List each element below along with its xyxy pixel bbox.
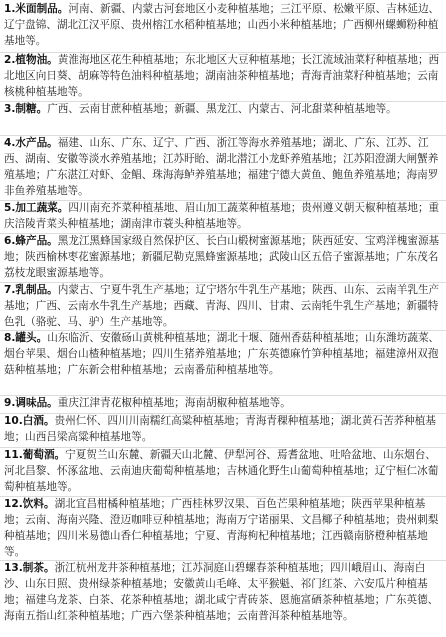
item-body: 贵州仁怀、四川川南糯红高粱种植基地；青海青稞种植基地；湖北黄石苦荞种植基地；山西吕梁高粱种植基地等。 — [4, 415, 436, 443]
list-item-canned-food — [4, 331, 444, 379]
item-body: 湖北宜昌柑橘种植基地；广西桂林罗汉果、百色芒果种植基地；陕西苹果种植基地；云南、海南兴隆、澄迈咖啡豆种植基地；海南万宁诺丽果、文昌椰子种植基地；贵州刺梨种植基地；四川米易德山香仁种植基地；宁夏、青海枸杞种植基地；江西赣南脐橙种植基地等。 — [4, 498, 439, 558]
item-heading: 8.罐头。 — [4, 332, 48, 344]
list-item-tea — [4, 561, 444, 625]
item-heading: 5.加工蔬菜。 — [4, 202, 69, 214]
list-item-dairy — [4, 283, 444, 331]
item-heading: 7.乳制品。 — [4, 284, 58, 296]
item-heading: 12.饮料。 — [4, 498, 55, 510]
item-body: 山东临沂、安徽砀山黄桃种植基地；湖北十堰、随州香菇种植基地；山东潍坊蔬菜、烟台苹果、烟台山楂种植基地；四川生猪养殖基地；广东英德麻竹笋种植基地；福建漳州双孢菇种植基地；广东新会柑种植基地；云南番茄种植基地等。 — [4, 332, 440, 376]
list-item-sugar — [4, 102, 444, 118]
item-heading: 11.葡萄酒。 — [4, 449, 66, 461]
item-body: 四川南充芥菜种植基地、眉山加工蔬菜种植基地；贵州遵义朝天椒种植基地；重庆涪陵青菜头种植基地；湖南津市蓑头种植基地等。 — [4, 202, 440, 230]
item-body: 内蒙古、宁夏牛乳生产基地；辽宁塔尔牛乳生产基地；陕西、山东、云南羊乳生产基地；广西、云南水牛乳生产基地；西藏、青海、四川、甘肃、云南牦牛乳生产基地；新疆特色乳（骆驼、马、驴）生产基地等。 — [4, 284, 440, 328]
list-item-bee-products — [4, 234, 444, 282]
item-body: 广西、云南甘蔗种植基地；新疆、黑龙江、内蒙古、河北甜菜种植基地等。 — [47, 103, 397, 115]
item-body: 浙江杭州龙井茶种植基地；江苏洞庭山碧螺春茶种植基地；四川峨眉山、海南白沙、山东日照、贵州绿茶种植基地；安徽黄山毛峰、太平猴魁、祁门红茶、六安瓜片种植基地；福建乌龙茶、白茶、花茶种植基地；湖北咸宁青砖茶、恩施富硒茶种植基地；广东英德、海南五指山红茶种植基地；广西六堡茶种植基地；云南普洱茶种植基地等。 — [4, 562, 439, 622]
item-heading: 2.植物油。 — [4, 54, 58, 66]
list-item-aquatic-products — [4, 136, 444, 200]
item-heading: 1.米面制品。 — [4, 3, 69, 15]
item-body: 黄淮海地区花生种植基地；东北地区大豆种植基地；长江流域油菜籽种植基地；西北地区向日葵、胡麻等特色油料种植基地；湖南油茶种植基地；青海青油菜籽种植基地；云南核桃种植基地等。 — [4, 54, 440, 98]
item-body: 宁夏贺兰山东麓、新疆天山北麓、伊犁河谷、焉耆盆地、吐哈盆地、山东烟台、河北昌黎、怀涿盆地、云南迪庆葡萄种植基地；吉林通化野生山葡萄种植基地；辽宁桓仁冰葡萄种植基地等。 — [4, 449, 439, 493]
item-heading: 13.制茶。 — [4, 562, 55, 574]
item-body: 重庆江津青花椒种植基地；海南胡椒种植基地等。 — [57, 397, 291, 409]
item-heading: 9.调味品。 — [4, 397, 58, 409]
item-body: 福建、山东、广东、辽宁、广西、浙江等海水养殖基地；湖北、广东、江苏、江西、湖南、安徽等淡水养殖基地；江苏盱眙、湖北潜江小龙虾养殖基地；江苏阳澄湖大闸蟹养殖基地；广东湛江对虾、金鲳、珠海海鲈养殖基地；福建宁德大黄鱼、鲍鱼养殖基地；海南罗非鱼养殖基地等。 — [4, 137, 439, 197]
item-heading: 10.白酒。 — [4, 415, 55, 427]
item-heading: 3.制糖。 — [4, 103, 48, 115]
item-heading: 4.水产品。 — [4, 137, 58, 149]
list-item-wine — [4, 448, 444, 496]
list-item-baijiu — [4, 414, 444, 446]
item-body: 河南、新疆、内蒙古河套地区小麦种植基地；三江平原、松嫩平原、吉林延边、辽宁盘锦、湖北江汉平原、贵州榕江水稻种植基地；山西小米种植基地；广西柳州螺蛳粉种植基地等。 — [4, 3, 440, 47]
list-item-vegetable-oil — [4, 53, 444, 101]
list-item-beverages — [4, 497, 444, 561]
item-heading: 6.蜂产品。 — [4, 235, 58, 247]
item-body: 黑龙江黑蜂国家级自然保护区、长白山椴树蜜源基地；陕西延安、宝鸡洋槐蜜源基地；陕西榆林枣花蜜源基地；新疆尼勒克黑蜂蜜源基地；武陵山区五倍子蜜源基地；广东茂名荔枝龙眼蜜源基地等。 — [4, 235, 440, 279]
list-item-processed-vegetables — [4, 201, 444, 233]
list-item-rice-flour — [4, 2, 444, 50]
list-item-condiments — [4, 396, 444, 412]
